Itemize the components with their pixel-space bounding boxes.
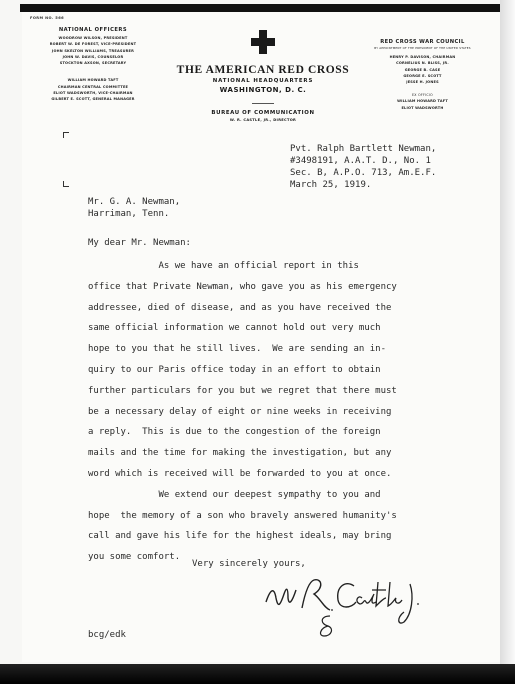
council-appointment: BY APPOINTMENT OF THE PRESIDENT OF THE UNITED STATES [374, 46, 471, 50]
officers-heading: NATIONAL OFFICERS [58, 27, 128, 33]
signature [258, 568, 428, 638]
typist-initials: bcg/edk [88, 630, 126, 640]
body-line: We extend our deepest sympathy to you and [88, 489, 381, 500]
war-council [355, 39, 490, 111]
council-member: GEORGE B. CASE [404, 67, 441, 72]
body-line: mails and the time for making the investigation, but any [88, 448, 392, 459]
ex-officio-heading: EX OFFICIO [411, 93, 433, 98]
organization-name: THE AMERICAN RED CROSS [176, 64, 350, 76]
salutation: My dear Mr. Newman: [88, 238, 191, 248]
letter-body [88, 256, 397, 568]
body-line: further particulars for you but we regret that there must [88, 385, 397, 396]
divider [252, 103, 274, 104]
council-member: JESSE H. JONES [406, 80, 439, 85]
top-border [20, 4, 500, 12]
address-line: Harriman, Tenn. [88, 209, 170, 219]
bureau-label: BUREAU OF COMMUNICATION [211, 110, 315, 116]
city-label: WASHINGTON, D. C. [219, 86, 307, 94]
committee-line: WILLIAM HOWARD TAFT [67, 78, 119, 83]
national-officers [34, 27, 152, 103]
body-line: hope the memory of a son who bravely answered humanity's [88, 510, 397, 521]
officer-line: JOHN W. DAVIS, COUNSELOR [62, 54, 124, 59]
committee-line: GILBERT E. SCOTT, GENERAL MANAGER [51, 97, 135, 102]
ex-officio-member: ELIOT WADSWORTH [401, 105, 444, 110]
officer-line: STOCKTON AXSON, SECRETARY [59, 61, 127, 66]
form-number: FORM NO. 566 [30, 16, 65, 20]
inside-address [88, 196, 180, 220]
body-line: office that Private Newman, who gave you as his emergency [88, 281, 397, 292]
body-line: call and gave his life for the highest ideals, may bring [88, 531, 392, 542]
officer-line: ROBERT W. DE FOREST, VICE-PRESIDENT [49, 42, 137, 47]
director-label: W. R. CASTLE, JR., DIRECTOR [229, 118, 297, 122]
closing: Very sincerely yours, [192, 559, 306, 569]
address-line: Mr. G. A. Newman, [88, 197, 181, 207]
bottom-border [0, 664, 515, 684]
officer-line: JOHN SKELTON WILLIAMS, TREASURER [51, 48, 135, 53]
committee-line: CHAIRMAN CENTRAL COMMITTEE [57, 84, 129, 89]
council-member: HENRY P. DAVISON, CHAIRMAN [389, 55, 456, 59]
committee-line: ELIOT WADSWORTH, VICE-CHAIRMAN [53, 91, 133, 96]
body-line: you some comfort. [88, 552, 181, 563]
letterhead-center [168, 64, 358, 122]
officer-line: WOODROW WILSON, PRESIDENT [58, 36, 128, 40]
body-line: be a necessary delay of eight or nine weeks in receiving [88, 406, 392, 417]
page-edge [500, 0, 515, 684]
reference-line: Pvt. Ralph Bartlett Newman, [290, 144, 437, 154]
body-line: a reply. This is due to the congestion of the foreign [88, 427, 381, 438]
reference-line: Sec. B, A.P.O. 713, Am.E.F. [290, 168, 437, 178]
red-cross-icon [251, 30, 275, 54]
council-member: GEORGE E. SCOTT [403, 73, 442, 78]
body-line: As we have an official report in this [88, 261, 359, 271]
fold-mark [63, 181, 69, 187]
fold-mark [63, 132, 69, 138]
body-line: quiry to our Paris office today in an effort to obtain [88, 364, 381, 375]
body-line: hope to you that he still lives. We are sending an in- [88, 344, 387, 355]
body-line: addressee, died of disease, and as you have received the [88, 302, 392, 313]
ex-officio-member: WILLIAM HOWARD TAFT [397, 99, 448, 104]
council-member: CORNELIUS N. BLISS, JR. [396, 61, 449, 66]
body-line: word which is received will be forwarded to you at once. [88, 468, 392, 479]
reference-line: #3498191, A.A.T. D., No. 1 [290, 156, 431, 166]
letter-date: March 25, 1919. [290, 180, 372, 190]
reference-block [290, 143, 436, 179]
council-heading: RED CROSS WAR COUNCIL [380, 39, 465, 45]
headquarters-label: NATIONAL HEADQUARTERS [212, 78, 314, 84]
body-line: same official information we cannot hold out very much [88, 323, 381, 334]
